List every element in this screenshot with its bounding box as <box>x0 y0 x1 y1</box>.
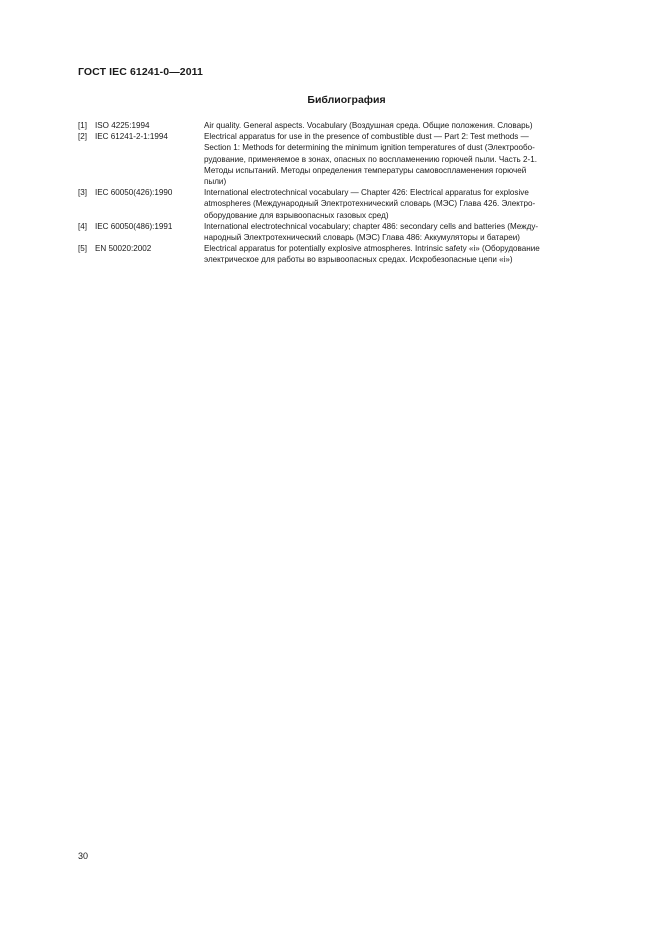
bibliography-title: Библиография <box>307 94 386 106</box>
standard-code: EN 50020:2002 <box>95 244 152 254</box>
entry-number: [4] <box>78 221 87 231</box>
entry-title: Air quality. General aspects. Vocabulary (Воздушная среда. Общие положения. Словарь) <box>204 121 533 130</box>
entry-number: [1] <box>78 121 87 130</box>
entry-number: [5] <box>78 244 87 254</box>
entry-title: International electrotechnical vocabulary — Chapter 426: Electrical apparatus for explosive atmospheres (Международный Электротехнический словарь (МЭС) Глава 426. Электро- оборудование для взрывоопасных газовых сред) <box>204 188 536 220</box>
bibliography-entry <box>78 131 615 187</box>
bibliography-entry <box>78 187 615 221</box>
bibliography-list <box>78 120 615 266</box>
bibliography-entry <box>78 120 615 131</box>
entry-title: International electrotechnical vocabulary; chapter 486: secondary cells and batteries (Между- народный Электротехнический словарь (МЭС) Глава 486: Аккумуляторы и батареи) <box>204 221 539 243</box>
entry-number: [3] <box>78 188 87 198</box>
entry-title: Electrical apparatus for use in the presence of combustible dust — Part 2: Test methods — Section 1: Methods for determining the minimum ignition temperatures of dust (Электрообо- рудование, применяемое в зонах, опасных по воспламенению горючей пыли. Часть 2-1. Методы испытаний. Методы определения температуры самовоспламенения горючей пыли) <box>204 132 537 187</box>
entry-title: Electrical apparatus for potentially explosive atmospheres. Intrinsic safety «i» (Оборудование электрическое для работы во взрывоопасных средах. Искробезопасные цепи «i») <box>204 244 540 265</box>
bibliography-entry <box>78 221 615 243</box>
standard-code: IEC 61241-2-1:1994 <box>95 132 168 142</box>
standard-code: ISO 4225:1994 <box>95 121 150 130</box>
document-header: ГОСТ IEC 61241-0—2011 <box>78 66 203 78</box>
standard-code: IEC 60050(486):1991 <box>95 221 173 231</box>
standard-code: IEC 60050(426):1990 <box>95 188 173 198</box>
bibliography-entry <box>78 243 615 265</box>
entry-number: [2] <box>78 132 87 142</box>
page-number: 30 <box>78 851 89 861</box>
